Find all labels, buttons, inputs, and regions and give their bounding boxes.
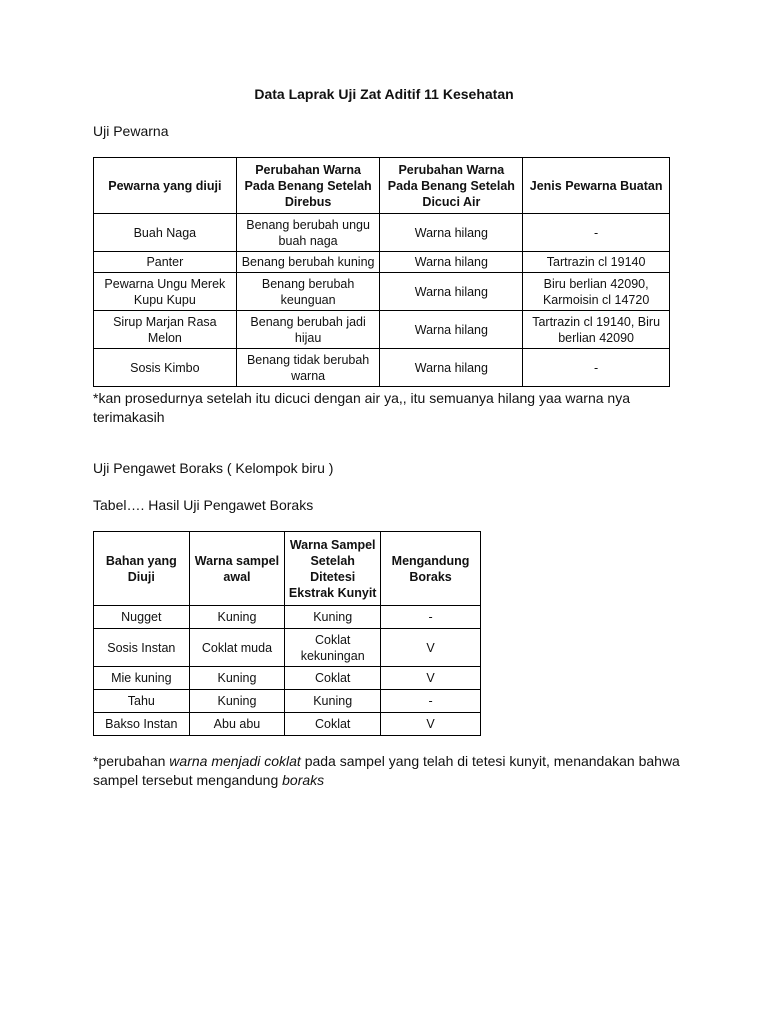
section-heading-boraks: Uji Pengawet Boraks ( Kelompok biru ) [93, 460, 334, 476]
table-cell: Coklat [285, 667, 381, 690]
header-cell: Perubahan Warna Pada Benang Setelah Direbus [236, 158, 380, 214]
table-cell: Mie kuning [94, 667, 190, 690]
table-cell: Benang berubah keunguan [236, 273, 380, 311]
table-cell: Warna hilang [380, 273, 523, 311]
table-cell: Sosis Kimbo [94, 349, 237, 387]
table-cell: Tahu [94, 690, 190, 713]
table-cell: Benang berubah jadi hijau [236, 311, 380, 349]
table-cell: Coklat [285, 713, 381, 736]
note-boraks [93, 752, 693, 790]
table-cell: Bakso Instan [94, 713, 190, 736]
header-cell: Mengandung Boraks [381, 532, 481, 606]
table-cell: Benang tidak berubah warna [236, 349, 380, 387]
note-emphasis: warna menjadi coklat [169, 753, 301, 769]
table-cell: Tartrazin cl 19140, Biru berlian 42090 [523, 311, 670, 349]
table-cell: Kuning [285, 690, 381, 713]
table-cell: - [523, 214, 670, 252]
table-cell: Warna hilang [380, 311, 523, 349]
table-cell: Sosis Instan [94, 629, 190, 667]
table-row [94, 667, 481, 690]
table-cell: Sirup Marjan Rasa Melon [94, 311, 237, 349]
table-cell: V [381, 713, 481, 736]
table-cell: Biru berlian 42090, Karmoisin cl 14720 [523, 273, 670, 311]
table-cell: - [523, 349, 670, 387]
table-row [94, 252, 670, 273]
table-row [94, 629, 481, 667]
table-row [94, 273, 670, 311]
table-cell: V [381, 667, 481, 690]
table-cell: - [381, 690, 481, 713]
table-cell: Kuning [285, 606, 381, 629]
header-cell: Jenis Pewarna Buatan [523, 158, 670, 214]
table-cell: Tartrazin cl 19140 [523, 252, 670, 273]
table-cell: Nugget [94, 606, 190, 629]
note-pewarna: *kan prosedurnya setelah itu dicuci dengan air ya,, itu semuanya hilang yaa warna nya terimakasih [93, 390, 630, 425]
table-cell: Warna hilang [380, 349, 523, 387]
table-cell: Benang berubah kuning [236, 252, 380, 273]
table-row [94, 713, 481, 736]
section-heading-pewarna: Uji Pewarna [93, 123, 169, 139]
table-cell: Kuning [189, 690, 285, 713]
table-cell: Kuning [189, 667, 285, 690]
table-cell: Kuning [189, 606, 285, 629]
table-cell: Warna hilang [380, 214, 523, 252]
table-row [94, 349, 670, 387]
table-cell: Abu abu [189, 713, 285, 736]
table-cell: Benang berubah ungu buah naga [236, 214, 380, 252]
header-cell: Pewarna yang diuji [94, 158, 237, 214]
table-caption-boraks: Tabel…. Hasil Uji Pengawet Boraks [93, 497, 314, 513]
table-cell: - [381, 606, 481, 629]
table-cell: Coklat muda [189, 629, 285, 667]
table-cell: V [381, 629, 481, 667]
table-row [94, 606, 481, 629]
table-cell: Pewarna Ungu Merek Kupu Kupu [94, 273, 237, 311]
table-uji-pewarna [93, 157, 670, 387]
header-cell: Warna Sampel Setelah Ditetesi Ekstrak Kunyit [285, 532, 381, 606]
note-text: *perubahan [93, 753, 170, 769]
table-cell: Buah Naga [94, 214, 237, 252]
table-row [94, 214, 670, 252]
table-uji-boraks [93, 531, 481, 736]
table-cell: Coklat kekuningan [285, 629, 381, 667]
header-cell: Perubahan Warna Pada Benang Setelah Dicuci Air [380, 158, 523, 214]
note-emphasis: boraks [282, 772, 325, 788]
header-cell: Bahan yang Diuji [94, 532, 190, 606]
table-row [94, 311, 670, 349]
document-title: Data Laprak Uji Zat Aditif 11 Kesehatan [254, 86, 514, 102]
header-cell: Warna sampel awal [189, 532, 285, 606]
table-row [94, 690, 481, 713]
table-header-row [94, 158, 670, 214]
table-cell: Panter [94, 252, 237, 273]
table-cell: Warna hilang [380, 252, 523, 273]
table-header-row [94, 532, 481, 606]
note-text: pada sampel yang telah di tetesi kunyit, menandakan bahwa sampel tersebut mengandung [93, 753, 680, 788]
